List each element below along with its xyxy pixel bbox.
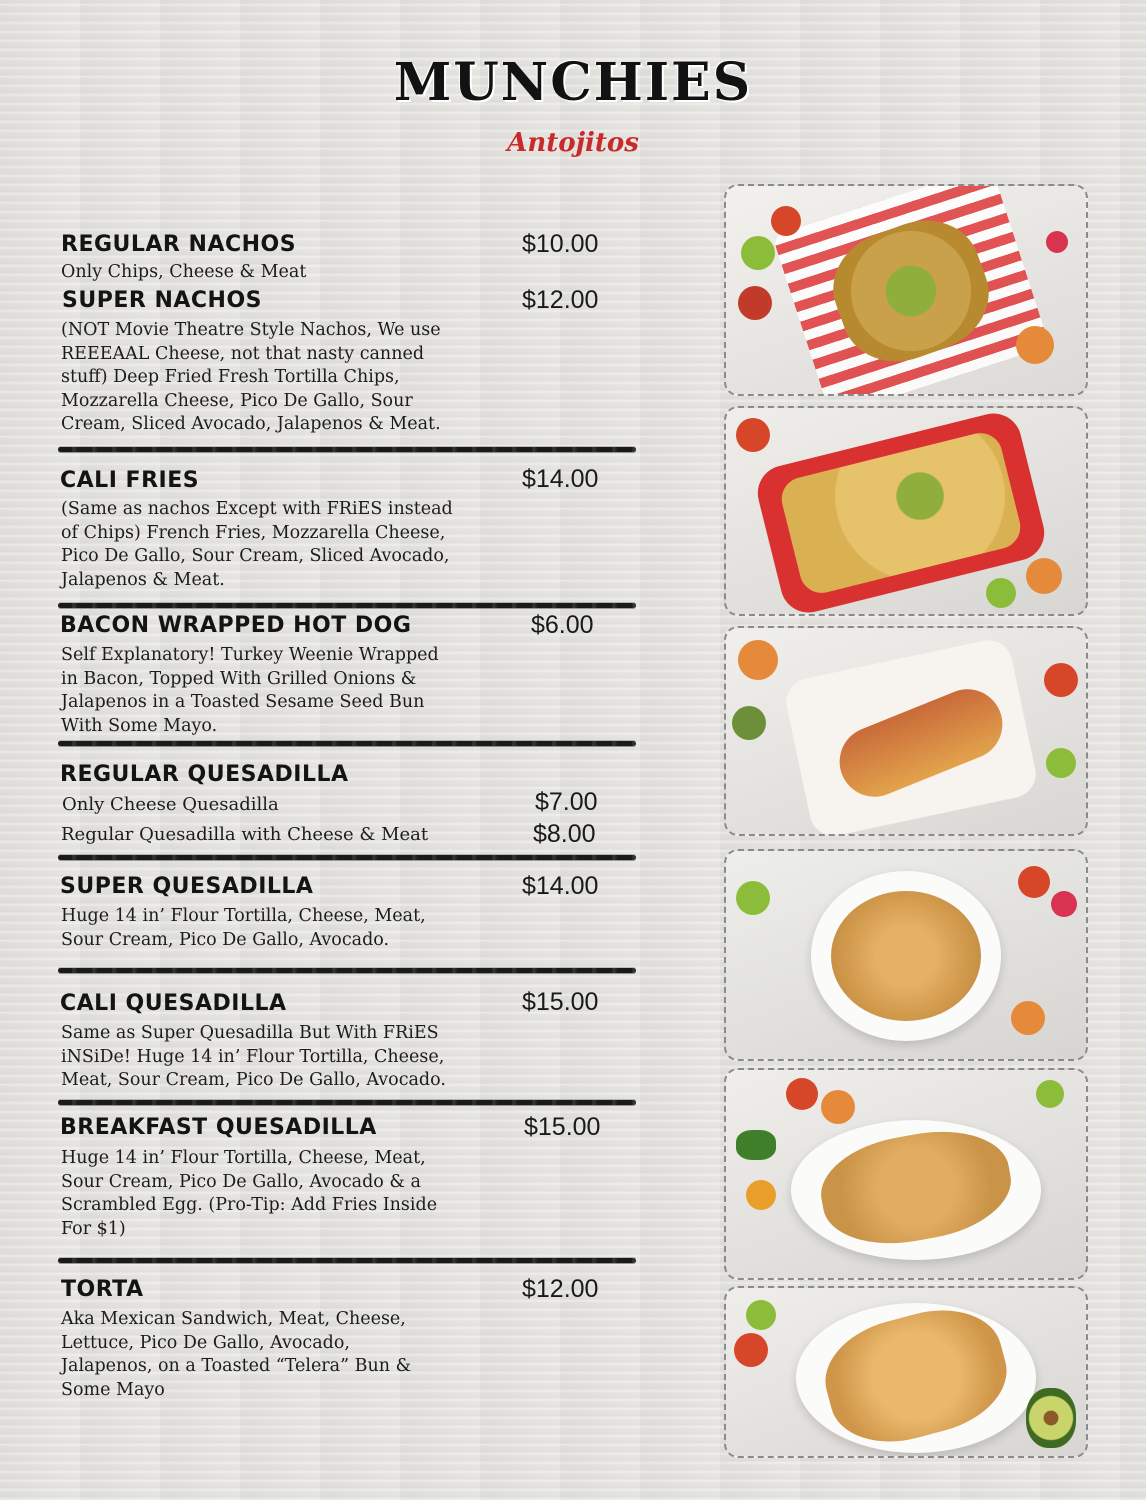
item-name-super-quesadilla: SUPER QUESADILLA: [60, 874, 314, 899]
divider: [58, 603, 636, 608]
divider: [58, 447, 636, 452]
item-name-regular-quesadilla: REGULAR QUESADILLA: [60, 762, 349, 787]
item-desc-breakfast-quesadilla: Huge 14 in’ Flour Tortilla, Cheese, Meat, Sour Cream, Pico De Gallo, Avocado & a Scrambled Egg. (Pro-Tip: Add Fries Inside For $1): [61, 1148, 438, 1239]
food-photo-nachos: [724, 184, 1088, 396]
item-desc-torta: Aka Mexican Sandwich, Meat, Cheese, Lettuce, Pico De Gallo, Avocado, Jalapenos, on a Toasted “Telera” Bun & Some Mayo: [61, 1309, 412, 1400]
item-price-torta: $12.00: [522, 1275, 599, 1303]
option-label-only-cheese: Only Cheese Quesadilla: [62, 794, 279, 815]
divider: [58, 1258, 636, 1263]
item-desc-bacon-wrapped-hot-dog: Self Explanatory! Turkey Weenie Wrapped in Bacon, Topped With Grilled Onions & Jalapenos in a Toasted Sesame Seed Bun With Some Mayo.: [61, 645, 439, 736]
item-name-super-nachos: SUPER NACHOS: [62, 288, 263, 313]
food-photo-torta: [724, 1286, 1088, 1458]
item-name-breakfast-quesadilla: BREAKFAST QUESADILLA: [60, 1115, 377, 1140]
food-photo-super-quesadilla: [724, 849, 1088, 1061]
item-price-cali-quesadilla: $15.00: [522, 988, 599, 1016]
item-price-breakfast-quesadilla: $15.00: [524, 1113, 601, 1141]
option-label-cheese-meat: Regular Quesadilla with Cheese & Meat: [61, 824, 429, 845]
item-price-regular-nachos: $10.00: [522, 230, 599, 258]
item-desc-cali-quesadilla: Same as Super Quesadilla But With FRiES iNSiDe! Huge 14 in’ Flour Tortilla, Cheese, Meat, Sour Cream, Pico De Gallo, Avocado.: [61, 1023, 446, 1090]
option-price-cheese-meat: $8.00: [533, 820, 596, 848]
food-photo-breakfast-quesadilla: [724, 1068, 1088, 1280]
divider: [58, 741, 636, 746]
item-name-torta: TORTA: [61, 1277, 144, 1302]
item-name-bacon-wrapped-hot-dog: BACON WRAPPED HOT DOG: [60, 613, 412, 638]
item-desc-cali-fries: (Same as nachos Except with FRiES instead of Chips) French Fries, Mozzarella Cheese, Pico De Gallo, Sour Cream, Sliced Avocado, Jalapenos & Meat.: [61, 499, 453, 590]
divider: [58, 968, 636, 973]
item-price-super-quesadilla: $14.00: [522, 872, 599, 900]
item-price-cali-fries: $14.00: [522, 465, 599, 493]
item-name-cali-quesadilla: CALI QUESADILLA: [60, 991, 287, 1016]
divider: [58, 1100, 636, 1105]
page-title: MUNCHIES: [393, 52, 753, 113]
food-photo-hot-dog: [724, 626, 1088, 836]
divider: [58, 855, 636, 860]
item-desc-super-quesadilla: Huge 14 in’ Flour Tortilla, Cheese, Meat, Sour Cream, Pico De Gallo, Avocado.: [61, 906, 426, 950]
item-name-regular-nachos: REGULAR NACHOS: [61, 232, 297, 257]
item-price-super-nachos: $12.00: [522, 286, 599, 314]
item-name-cali-fries: CALI FRIES: [60, 468, 200, 493]
item-price-bacon-wrapped-hot-dog: $6.00: [531, 611, 594, 639]
page-subtitle: Antojitos: [507, 128, 639, 158]
food-photo-cali-fries: [724, 406, 1088, 616]
option-price-only-cheese: $7.00: [535, 788, 598, 816]
item-desc-regular-nachos: Only Chips, Cheese & Meat: [61, 262, 307, 282]
item-desc-super-nachos: (NOT Movie Theatre Style Nachos, We use REEEAAL Cheese, not that nasty canned stuff) Deep Fried Fresh Tortilla Chips, Mozzarella Cheese, Pico De Gallo, Sour Cream, Sliced Avocado, Jalapenos & Meat.: [61, 320, 441, 434]
